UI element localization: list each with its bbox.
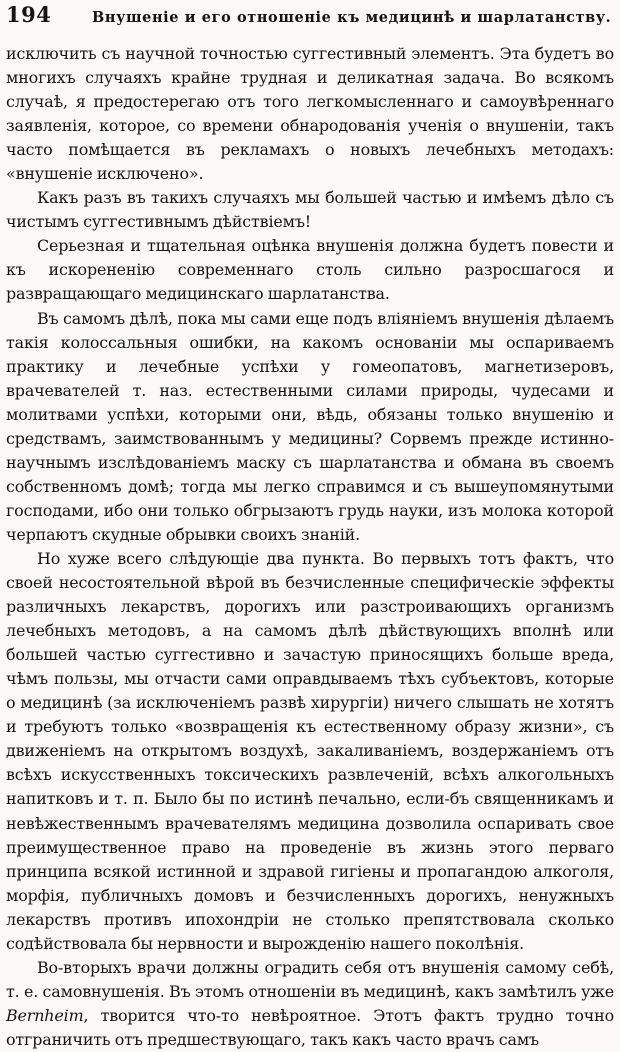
- paragraph: [6, 956, 614, 1052]
- paragraph-text: , творится что-то невѣроятное. Этотъ фактъ трудно точно отграничить отъ предшествующаго, такъ какъ часто врачъ самъ: [6, 1005, 614, 1049]
- paragraph: Какъ разъ въ такихъ случаяхъ мы большей частью и имѣемъ дѣло съ чистымъ суггестивнымъ дѣйствіемъ!: [6, 188, 614, 232]
- body-text: [6, 42, 614, 1052]
- paragraph: Но хуже всего слѣдующіе два пункта. Во первыхъ тотъ фактъ, что своей несостоятельной вѣрой въ безчисленные специфическіе эффекты различныхъ лекарствъ, дорогихъ или разстроивающихъ организмъ лечебныхъ методовъ, а на самомъ дѣлѣ дѣйствующихъ вполнѣ или большей частью суггестивно и зачастую приносящихъ больше вреда, чѣмъ пользы, мы отчасти сами оправдываемъ тѣхъ субъектовъ, которые о медицинѣ (за исключеніемъ развѣ хирургіи) ничего слышать не хотятъ и требуютъ только «возвращенія къ естественному образу жизни», съ движеніемъ на открытомъ воздухѣ, закаливаніемъ, воздержаніемъ отъ всѣхъ искусственныхъ токсическихъ развлеченій, всѣхъ алкогольныхъ напитковъ и т. п. Было бы по истинѣ печально, если-бъ священникамъ и невѣжественнымъ врачевателямъ медицина дозволила оспаривать свое преимущественное право на проведеніе въ жизнь этого перваго принципа всякой истинной и здравой гигіены и пропагандою алкоголя, морфія, публичныхъ домовъ и безчисленныхъ дорогихъ, ненужныхъ лекарствъ противъ ипохондріи не столько препятствовала сколько содѣйствовала бы нервности и вырожденію нашего поколѣнія.: [6, 548, 614, 953]
- author-name: Bernheim: [6, 1005, 84, 1025]
- running-title: Внушеніе и его отношеніе къ медицинѣ и шарлатанству.: [92, 9, 612, 26]
- page-header: [6, 0, 614, 42]
- paragraph-text: Во-вторыхъ врачи должны оградить себя отъ внушенія самому себѣ, т. е. самовнушенія. Въ этомъ отношеніи въ медицинѣ, какъ замѣтилъ уже: [6, 957, 614, 1001]
- paragraph: исключить съ научной точностью суггестивный элементъ. Эта будетъ во многихъ случаяхъ крайне трудная и деликатная задача. Во всякомъ случаѣ, я предостерегаю отъ того легкомысленнаго и самоувѣреннаго заявленія, которое, со времени обнародованія ученія о внушеніи, такъ часто помѣщается въ рекламахъ о новыхъ лечебныхъ методахъ: «внушеніе исключено».: [6, 44, 614, 184]
- page-number: 194: [6, 2, 52, 27]
- paragraph: Серьезная и тщательная оцѣнка внушенія должна будетъ повести и къ искорененію современнаго столь сильно разросшагося и развращающаго медицинскаго шарлатанства.: [6, 236, 614, 304]
- paragraph: Въ самомъ дѣлѣ, пока мы сами еще подъ вліяніемъ внушенія дѣлаемъ такія колоссальныя ошибки, на какомъ основаніи мы оспариваемъ практику и лечебные успѣхи у гомеопатовъ, магнетизеровъ, врачевателей т. наз. естественными силами природы, чудесами и молитвами успѣхи, которыми они, вѣдь, обязаны только внушенію и средствамъ, заимствованнымъ у медицины? Сорвемъ прежде истинно-научнымъ изслѣдованіемъ маску съ шарлатанства и обмана въ своемъ собственномъ домѣ; тогда мы легко справимся и съ вышеупомянутыми господами, ибо они только обгрызаютъ грудь науки, изъ молока которой черпаютъ скудные обрывки своихъ знаній.: [6, 308, 614, 544]
